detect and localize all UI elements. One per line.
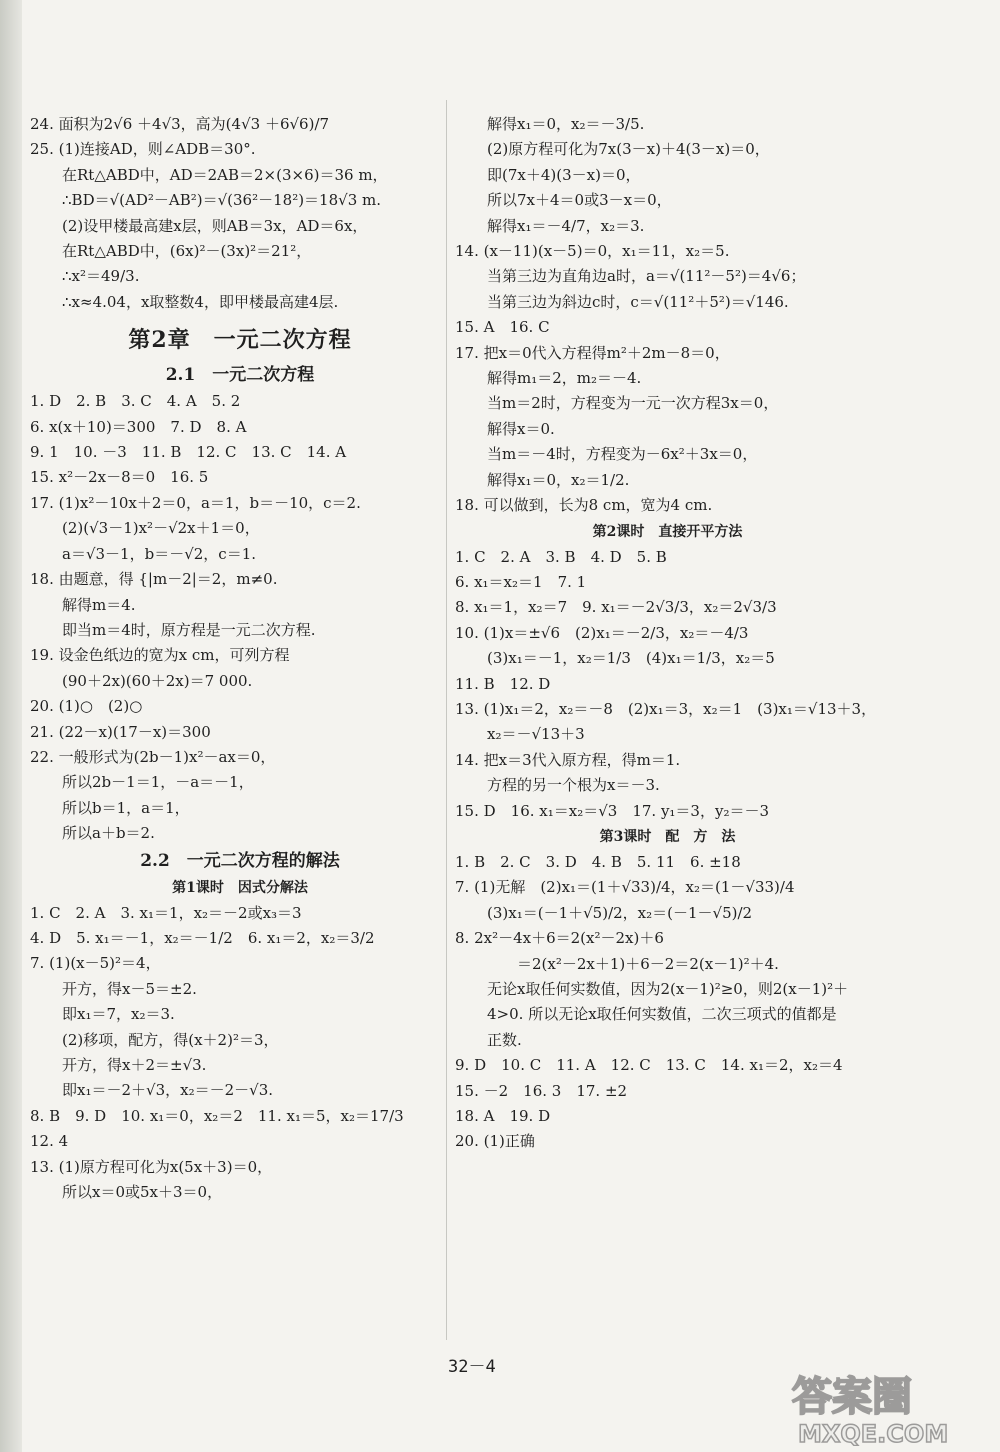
answer-line-continued: 解得x₁＝0，x₂＝－3/5.: [487, 115, 645, 133]
answer-line-continued: 即x₁＝7，x₂＝3.: [62, 1005, 175, 1024]
answer-line: 8. 2x²－4x＋6＝2(x²－2x)＋6: [455, 929, 664, 948]
answer-line-continued: 即(7x＋4)(3－x)＝0，: [487, 165, 641, 184]
scan-edge: [0, 0, 22, 1452]
answer-line: 17. (1)x²－10x＋2＝0，a＝1，b＝－10，c＝2.: [30, 493, 361, 512]
answer-line: 1. B 2. C 3. D 4. B 5. 11 6. ±18: [455, 852, 741, 871]
answer-line: 21. (22－x)(17－x)＝300: [30, 722, 211, 741]
answer-line-continued: ∴x²＝49/3.: [62, 267, 140, 286]
answer-line-continued: (2)原方程可化为7x(3－x)＋4(3－x)＝0，: [487, 140, 770, 159]
answer-line-continued: x₂＝－√13＋3: [487, 725, 585, 744]
answer-line: 14. (x－11)(x－5)＝0，x₁＝11，x₂＝5.: [455, 242, 730, 261]
watermark-url: MXQE.COM: [798, 1420, 949, 1446]
answer-line-continued: ∴x≈4.04，x取整数4，即甲楼最高建4层.: [62, 292, 339, 311]
answer-line-continued: 方程的另一个根为x＝－3.: [487, 776, 660, 795]
left-column: [30, 112, 450, 1205]
answer-line-continued: 即x₁＝－2＋√3，x₂＝－2－√3.: [62, 1081, 274, 1100]
page-number: 32－4: [448, 1357, 496, 1377]
answer-line-continued: 即当m＝4时，原方程是一元二次方程.: [62, 620, 316, 639]
answer-line: 12. 4: [30, 1132, 69, 1151]
answer-line-continued: 4>0. 所以无论x取任何实数值，二次三项式的值都是: [487, 1005, 837, 1024]
answer-line: 1. C 2. A 3. x₁＝1，x₂＝－2或x₃＝3: [30, 903, 302, 922]
right-column: [455, 112, 880, 1155]
answer-line-continued: 所以b＝1，a＝1，: [62, 798, 190, 817]
answer-line: 7. (1)无解 (2)x₁＝(1＋√33)/4，x₂＝(1－√33)/4: [455, 878, 795, 897]
answer-line-continued: 所以7x＋4＝0或3－x＝0，: [487, 191, 672, 210]
answer-line-continued: 解得m₁＝2，m₂＝－4.: [487, 369, 642, 388]
answer-line-continued: 当m＝2时，方程变为一元一次方程3x＝0，: [487, 394, 779, 413]
answer-line: 7. (1)(x－5)²＝4，: [30, 954, 161, 973]
answer-line: 15. x²－2x－8＝0 16. 5: [30, 468, 209, 487]
answer-line: 9. 1 10. －3 11. B 12. C 13. C 14. A: [30, 443, 347, 462]
answer-line-continued: 所以x＝0或5x＋3＝0，: [62, 1183, 223, 1202]
lesson-heading: 第3课时 配 方 法: [599, 828, 736, 845]
answer-line: 18. A 19. D: [455, 1107, 551, 1126]
answer-line-continued: 开方，得x＋2＝±√3.: [62, 1056, 207, 1074]
answer-line: 9. D 10. C 11. A 12. C 13. C 14. x₁＝2，x₂＝4: [455, 1056, 843, 1075]
answer-line-continued: 在Rt△ABD中，AD＝2AB＝2×(3×6)＝36 m，: [62, 165, 388, 184]
answer-line: 4. D 5. x₁＝－1，x₂＝－1/2 6. x₁＝2，x₂＝3/2: [30, 928, 375, 947]
answer-line: 24. 面积为2√6 ＋4√3，高为(4√3 ＋6√6)/7: [30, 115, 330, 133]
answer-line: 22. 一般形式为(2b－1)x²－ax＝0，: [30, 747, 276, 766]
answer-line-continued: 解得m＝4.: [62, 595, 136, 614]
lesson-heading: 第1课时 因式分解法: [172, 879, 308, 896]
answer-line-continued: 正数.: [487, 1030, 522, 1049]
answer-line: 15. A 16. C: [455, 318, 550, 337]
answer-line: 13. (1)x₁＝2，x₂＝－8 (2)x₁＝3，x₂＝1 (3)x₁＝√13＋3，: [455, 699, 877, 718]
answer-line-continued: (2)(√3－1)x²－√2x＋1＝0，: [62, 519, 260, 538]
answer-line: 15. D 16. x₁＝x₂＝√3 17. y₁＝3，y₂＝－3: [455, 801, 770, 820]
answer-line: 20. (1)○ (2)○: [30, 697, 143, 716]
answer-line: 19. 设金色纸边的宽为x cm，可列方程: [30, 646, 290, 665]
answer-line-continued: (2)设甲楼最高建x层，则AB＝3x，AD＝6x，: [62, 216, 368, 235]
answer-line-continued: 解得x₁＝－4/7，x₂＝3.: [487, 216, 645, 235]
answer-line: 13. (1)原方程可化为x(5x＋3)＝0，: [30, 1157, 273, 1176]
answer-line: 6. x₁＝x₂＝1 7. 1: [455, 572, 587, 591]
answer-line: 1. D 2. B 3. C 4. A 5. 2: [30, 392, 241, 411]
answer-line: 10. (1)x＝±√6 (2)x₁＝－2/3，x₂＝－4/3: [455, 623, 749, 642]
answer-line-continued: 解得x＝0.: [487, 419, 555, 438]
section-heading: 2.2 一元二次方程的解法: [140, 850, 340, 871]
answer-line-continued: ＝2(x²－2x＋1)＋6－2＝2(x－1)²＋4.: [487, 954, 779, 973]
chapter-heading: 第2章 一元二次方程: [128, 327, 352, 354]
answer-line-continued: 当第三边为斜边c时，c＝√(11²＋5²)＝√146.: [487, 292, 789, 311]
lesson-heading: 第2课时 直接开平方法: [592, 523, 743, 540]
answer-line-continued: ∴BD＝√(AD²－AB²)＝√(36²－18²)＝18√3 m.: [62, 191, 382, 210]
answer-line: 18. 可以做到，长为8 cm，宽为4 cm.: [455, 496, 713, 515]
answer-line-continued: 开方，得x－5＝±2.: [62, 979, 197, 998]
answer-line: 11. B 12. D: [455, 674, 551, 693]
answer-line: 20. (1)正确: [455, 1132, 535, 1151]
answer-line: 8. x₁＝1，x₂＝7 9. x₁＝－2√3/3，x₂＝2√3/3: [455, 598, 777, 617]
answer-line-continued: 当m＝－4时，方程变为－6x²＋3x＝0，: [487, 445, 758, 464]
answer-line: 17. 把x＝0代入方程得m²＋2m－8＝0，: [455, 343, 730, 362]
answer-line: 15. －2 16. 3 17. ±2: [455, 1081, 628, 1100]
answer-line: 1. C 2. A 3. B 4. D 5. B: [455, 547, 667, 566]
section-heading: 2.1 一元二次方程: [165, 365, 315, 386]
answer-line-continued: a＝√3－1，b＝－√2，c＝1.: [62, 544, 257, 563]
answer-line-continued: 无论x取任何实数值，因为2(x－1)²≥0，则2(x－1)²＋: [487, 980, 849, 998]
answer-watermark-logo: [784, 1366, 990, 1446]
answer-line-continued: 在Rt△ABD中，(6x)²－(3x)²＝21²，: [62, 242, 312, 261]
answer-line: 18. 由题意，得 {|m－2|＝2，m≠0.: [30, 570, 278, 589]
answer-line: 25. (1)连接AD，则∠ADB＝30°.: [30, 140, 256, 159]
answer-line-continued: (2)移项，配方，得(x＋2)²＝3，: [62, 1030, 279, 1049]
answer-line-continued: 解得x₁＝0，x₂＝1/2.: [487, 470, 630, 489]
answer-line: 8. B 9. D 10. x₁＝0，x₂＝2 11. x₁＝5，x₂＝17/3: [30, 1106, 404, 1125]
answer-line-continued: 所以2b－1＝1，－a＝－1，: [62, 773, 254, 792]
answer-line-continued: 当第三边为直角边a时，a＝√(11²－5²)＝4√6；: [487, 267, 806, 286]
answer-line-continued: (3)x₁＝－1，x₂＝1/3 (4)x₁＝1/3，x₂＝5: [487, 649, 775, 668]
watermark-title: 答案圈: [792, 1374, 912, 1420]
answer-line-continued: 所以a＋b＝2.: [62, 824, 155, 843]
answer-line-continued: (90＋2x)(60＋2x)＝7 000.: [62, 671, 253, 690]
answer-line-continued: (3)x₁＝(－1＋√5)/2，x₂＝(－1－√5)/2: [487, 903, 753, 922]
answer-line: 14. 把x＝3代入原方程，得m＝1.: [455, 750, 681, 769]
answer-line: 6. x(x＋10)＝300 7. D 8. A: [30, 417, 247, 436]
